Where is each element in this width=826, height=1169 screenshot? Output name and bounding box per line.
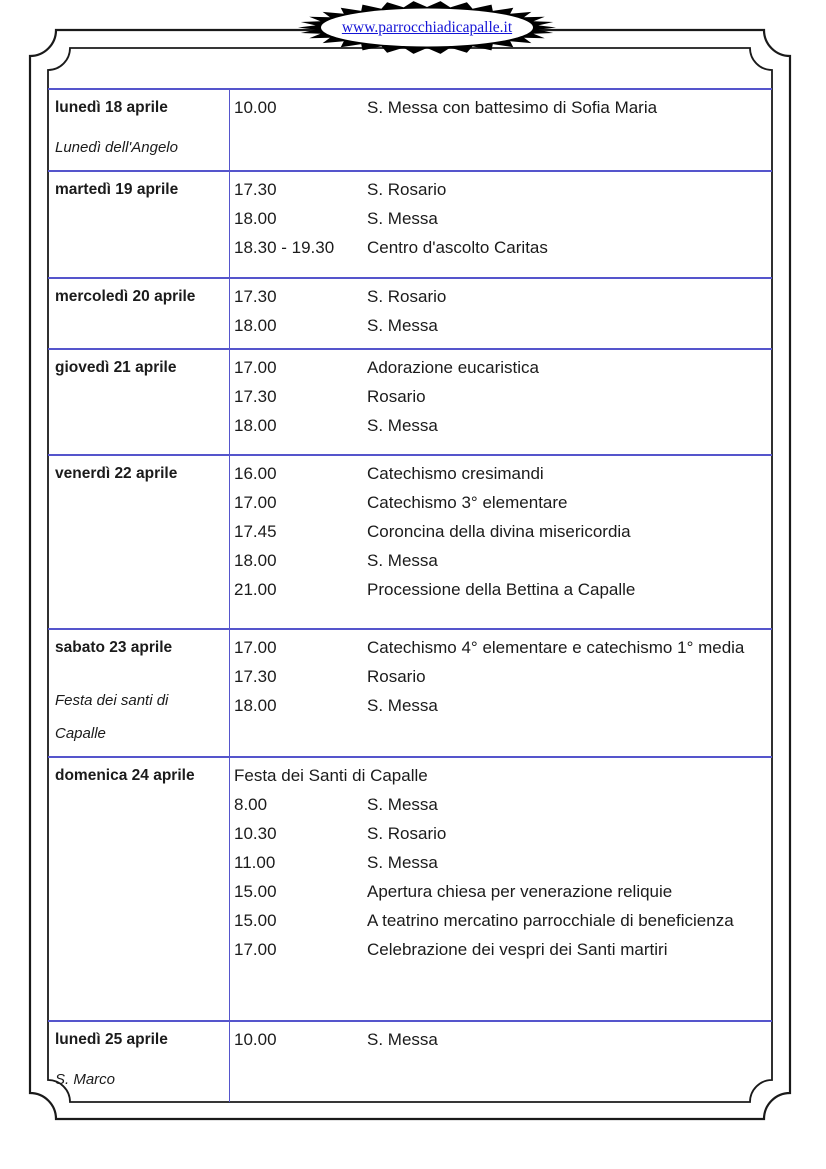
day-label: sabato 23 aprile: [55, 639, 173, 656]
event-line: [234, 910, 766, 931]
day-label: lunedì 18 aprile: [55, 99, 168, 116]
event-line: [234, 579, 766, 600]
event-time: 17.00: [234, 358, 277, 377]
event-line: [234, 521, 766, 542]
table-row: [48, 88, 772, 170]
event-line: [234, 286, 766, 307]
event-line: [234, 179, 766, 200]
event-time: 18.00: [234, 316, 277, 335]
event-line: [234, 939, 766, 960]
event-time: 18.00: [234, 696, 277, 715]
event-time: 15.00: [234, 882, 277, 901]
day-subtitle: S. Marco: [55, 1071, 116, 1088]
day-label: domenica 24 aprile: [55, 767, 195, 784]
event-time: 15.00: [234, 911, 277, 930]
event-time: 17.00: [234, 940, 277, 959]
event-desc: S. Messa: [367, 1030, 438, 1049]
event-time: 17.30: [234, 387, 277, 406]
day-cell: [48, 456, 230, 628]
day-subtitle: Lunedì dell'Angelo: [55, 139, 178, 156]
schedule-table: [48, 88, 772, 1102]
events-cell: [230, 456, 772, 628]
event-desc: S. Messa con battesimo di Sofia Maria: [367, 98, 658, 117]
event-line: [234, 794, 766, 815]
event-time: 17.00: [234, 638, 277, 657]
event-desc: Catechismo cresimandi: [367, 464, 544, 483]
event-desc: S. Messa: [367, 416, 438, 435]
row-header: Festa dei Santi di Capalle: [234, 766, 428, 785]
table-row: [48, 756, 772, 1020]
day-subtitle: Festa dei santi di Capalle: [55, 692, 169, 742]
events-cell: [230, 758, 772, 1020]
event-time: 10.00: [234, 1030, 277, 1049]
event-line: [234, 237, 766, 258]
event-line: [234, 637, 766, 658]
day-cell: [48, 172, 230, 277]
event-desc: Processione della Bettina a Capalle: [367, 580, 636, 599]
event-desc: Centro d'ascolto Caritas: [367, 238, 548, 257]
event-line: [234, 357, 766, 378]
event-desc: S. Messa: [367, 209, 438, 228]
event-line: [234, 463, 766, 484]
event-desc: Coroncina della divina misericordia: [367, 522, 631, 541]
event-desc: S. Messa: [367, 316, 438, 335]
events-cell: [230, 350, 772, 454]
event-desc: Catechismo 4° elementare e catechismo 1° media: [367, 638, 745, 657]
day-label: venerdì 22 aprile: [55, 465, 178, 482]
day-cell: [48, 758, 230, 1020]
event-time: 18.30 - 19.30: [234, 238, 335, 257]
event-line: [234, 415, 766, 436]
day-cell: [48, 90, 230, 170]
event-desc: S. Rosario: [367, 180, 447, 199]
table-row: [48, 454, 772, 628]
event-time: 18.00: [234, 416, 277, 435]
event-line: [234, 1029, 766, 1050]
event-line: [234, 823, 766, 844]
events-cell: [230, 172, 772, 277]
table-row: [48, 170, 772, 277]
events-cell: [230, 90, 772, 170]
event-time: 11.00: [234, 853, 276, 872]
day-label: martedì 19 aprile: [55, 181, 179, 198]
event-time: 17.30: [234, 667, 277, 686]
event-line: [234, 97, 766, 118]
event-desc: Catechismo 3° elementare: [367, 493, 568, 512]
event-desc: Rosario: [367, 667, 426, 686]
event-time: 18.00: [234, 209, 277, 228]
event-time: 18.00: [234, 551, 277, 570]
events-cell: [230, 1022, 772, 1102]
table-row: [48, 628, 772, 756]
day-cell: [48, 279, 230, 348]
event-desc: A teatrino mercatino parrocchiale di beneficienza: [367, 911, 734, 930]
event-time: 17.30: [234, 287, 277, 306]
event-time: 17.00: [234, 493, 277, 512]
event-desc: S. Messa: [367, 696, 438, 715]
event-line: [234, 881, 766, 902]
event-time: 16.00: [234, 464, 277, 483]
event-line: [234, 852, 766, 873]
day-cell: [48, 630, 230, 756]
event-desc: S. Rosario: [367, 287, 447, 306]
event-line: [234, 666, 766, 687]
table-row: [48, 1020, 772, 1102]
event-desc: Adorazione eucaristica: [367, 358, 539, 377]
events-cell: [230, 630, 772, 756]
event-desc: Rosario: [367, 387, 426, 406]
site-url-link[interactable]: www.parrocchiadicapalle.it: [341, 19, 513, 36]
event-desc: S. Messa: [367, 853, 438, 872]
event-time: 10.00: [234, 98, 277, 117]
event-line: [234, 208, 766, 229]
event-desc: Apertura chiesa per venerazione reliquie: [367, 882, 673, 901]
event-line: [234, 386, 766, 407]
event-line: [234, 315, 766, 336]
event-line: [234, 492, 766, 513]
table-row: [48, 277, 772, 348]
event-time: 10.30: [234, 824, 277, 843]
event-desc: Celebrazione dei vespri dei Santi martiri: [367, 940, 668, 959]
event-desc: S. Messa: [367, 795, 438, 814]
day-label: giovedì 21 aprile: [55, 359, 177, 376]
events-cell: [230, 279, 772, 348]
event-line: [234, 550, 766, 571]
site-badge: [296, 0, 558, 55]
event-time: 8.00: [234, 795, 268, 814]
day-label: mercoledì 20 aprile: [55, 288, 196, 305]
day-cell: [48, 1022, 230, 1102]
table-row: [48, 348, 772, 454]
day-label: lunedì 25 aprile: [55, 1031, 168, 1048]
event-line: [234, 695, 766, 716]
event-time: 17.45: [234, 522, 277, 541]
event-desc: S. Rosario: [367, 824, 447, 843]
event-time: 17.30: [234, 180, 277, 199]
event-time: 21.00: [234, 580, 277, 599]
event-desc: S. Messa: [367, 551, 438, 570]
day-cell: [48, 350, 230, 454]
